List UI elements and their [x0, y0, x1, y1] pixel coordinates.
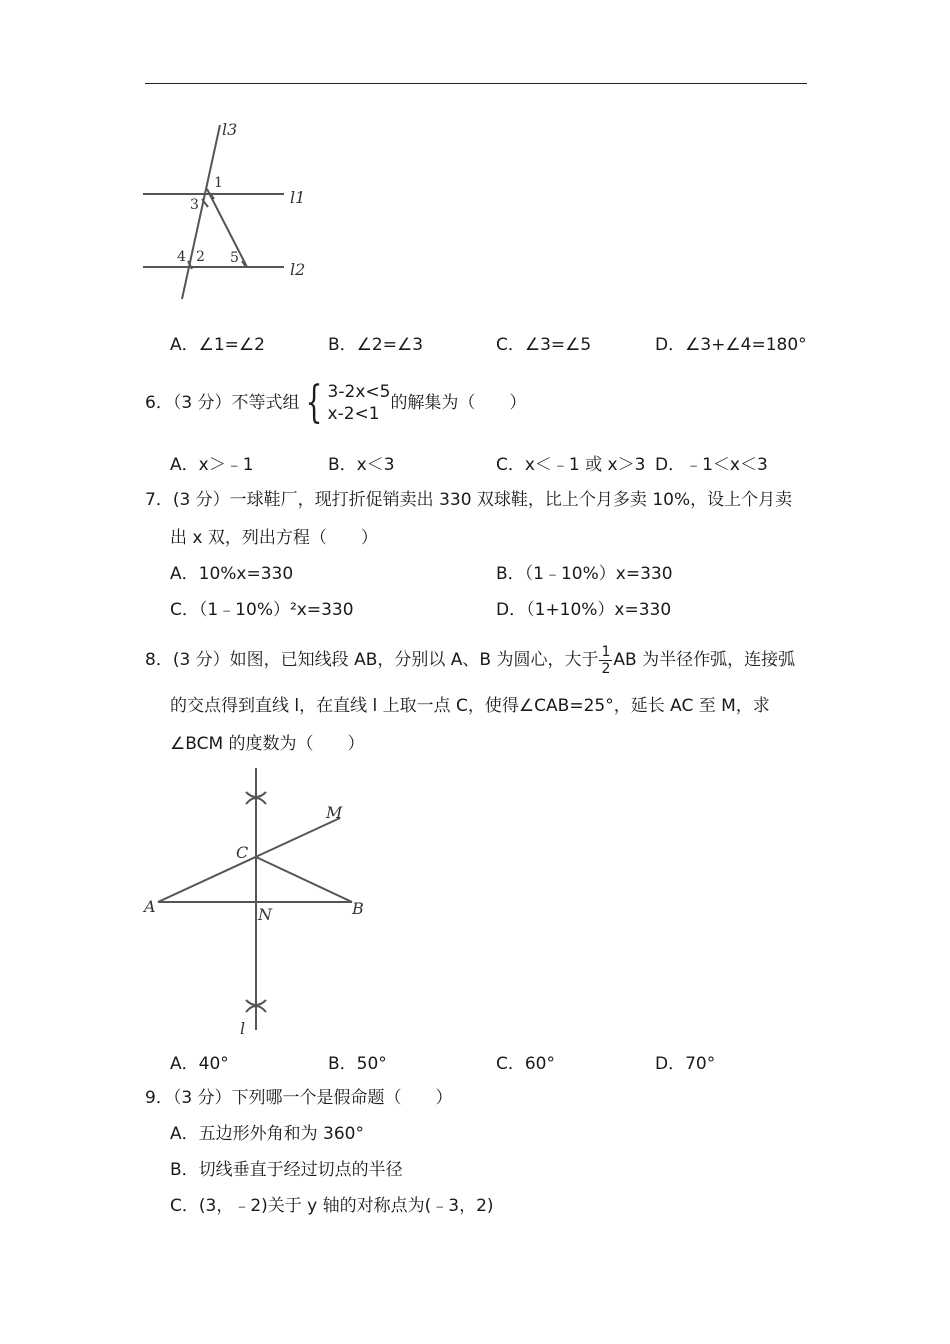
label-A: A [144, 897, 156, 916]
q6-option-a: A．x＞﹣1 [170, 455, 254, 475]
q5-option-b: B．∠2=∠3 [328, 335, 424, 355]
q9-option-b: B．切线垂直于经过切点的半径 [170, 1160, 403, 1180]
q9-option-a: A．五边形外角和为 360° [170, 1124, 364, 1144]
q6-option-c: C．x＜﹣1 或 x＞3 [496, 455, 646, 475]
q8-option-b: B．50° [328, 1054, 387, 1074]
q7-option-c: C．（1﹣10%）²x=330 [170, 600, 354, 620]
angle-3: 3 [190, 197, 199, 213]
label-B: B [352, 899, 364, 918]
q9-option-c: C．(3，﹣2)关于 y 轴的对称点为(﹣3，2) [170, 1196, 494, 1216]
q7-line-2: 出 x 双，列出方程（ ） [170, 528, 378, 548]
q8-line-1 [145, 640, 795, 680]
angle-4: 4 [177, 249, 186, 265]
parallel-lines-figure [140, 115, 340, 305]
q6-option-d: D．﹣1＜x＜3 [655, 455, 768, 475]
q8-line-2: 的交点得到直线 l，在直线 l 上取一点 C，使得∠CAB=25°，延长 AC 至 M，求 [170, 696, 770, 716]
q9-stem: 9．（3 分）下列哪一个是假命题（ ） [145, 1088, 453, 1108]
perpendicular-bisector-figure [140, 762, 380, 1040]
label-l: l [240, 1019, 246, 1038]
label-C: C [236, 843, 249, 862]
label-l3: l3 [222, 120, 238, 139]
brace-icon: { [305, 377, 322, 428]
segment-AM [158, 818, 340, 902]
angle-1: 1 [214, 175, 223, 191]
angle-5: 5 [230, 250, 239, 266]
q5-option-c: C．∠3=∠5 [496, 335, 592, 355]
q6-suffix: 的解集为（ ） [390, 393, 527, 413]
label-l1: l1 [290, 188, 306, 207]
q7-option-b: B．（1﹣10%）x=330 [496, 564, 673, 584]
label-l2: l2 [290, 260, 306, 279]
line-l3 [182, 125, 220, 299]
fraction-one-half [599, 645, 612, 676]
segment-CB [256, 857, 352, 902]
q8-option-d: D．70° [655, 1054, 716, 1074]
transversal [207, 189, 247, 267]
fraction-denominator: 2 [601, 660, 611, 677]
q8-option-c: C．60° [496, 1054, 556, 1074]
q8-line-3: ∠BCM 的度数为（ ） [170, 734, 365, 754]
q8-option-a: A．40° [170, 1054, 229, 1074]
q7-option-d: D．（1+10%）x=330 [496, 600, 672, 620]
q6-stem [145, 377, 527, 428]
q5-option-d: D．∠3+∠4=180° [655, 335, 807, 355]
angle-2: 2 [196, 249, 205, 265]
q7-option-a: A．10%x=330 [170, 564, 294, 584]
q7-line-1: 7．(3 分）一球鞋厂，现打折促销卖出 330 双球鞋，比上个月多卖 10%，设上个月卖 [145, 490, 793, 510]
q5-option-a: A．∠1=∠2 [170, 335, 265, 355]
label-N: N [258, 905, 272, 924]
q6-prefix: 6．（3 分）不等式组 [145, 393, 300, 413]
inequality-1: 3-2x<5 [327, 382, 391, 402]
header-rule [145, 83, 807, 84]
inequality-system [328, 381, 391, 425]
q8-line1-suffix: AB 为半径作弧，连接弧 [613, 650, 796, 670]
fraction-numerator: 1 [601, 643, 611, 660]
q8-line1-prefix: 8．(3 分）如图，已知线段 AB，分别以 A、B 为圆心，大于 [145, 650, 599, 670]
inequality-2: x-2<1 [327, 404, 380, 424]
label-M: M [326, 803, 343, 822]
q6-option-b: B．x＜3 [328, 455, 395, 475]
